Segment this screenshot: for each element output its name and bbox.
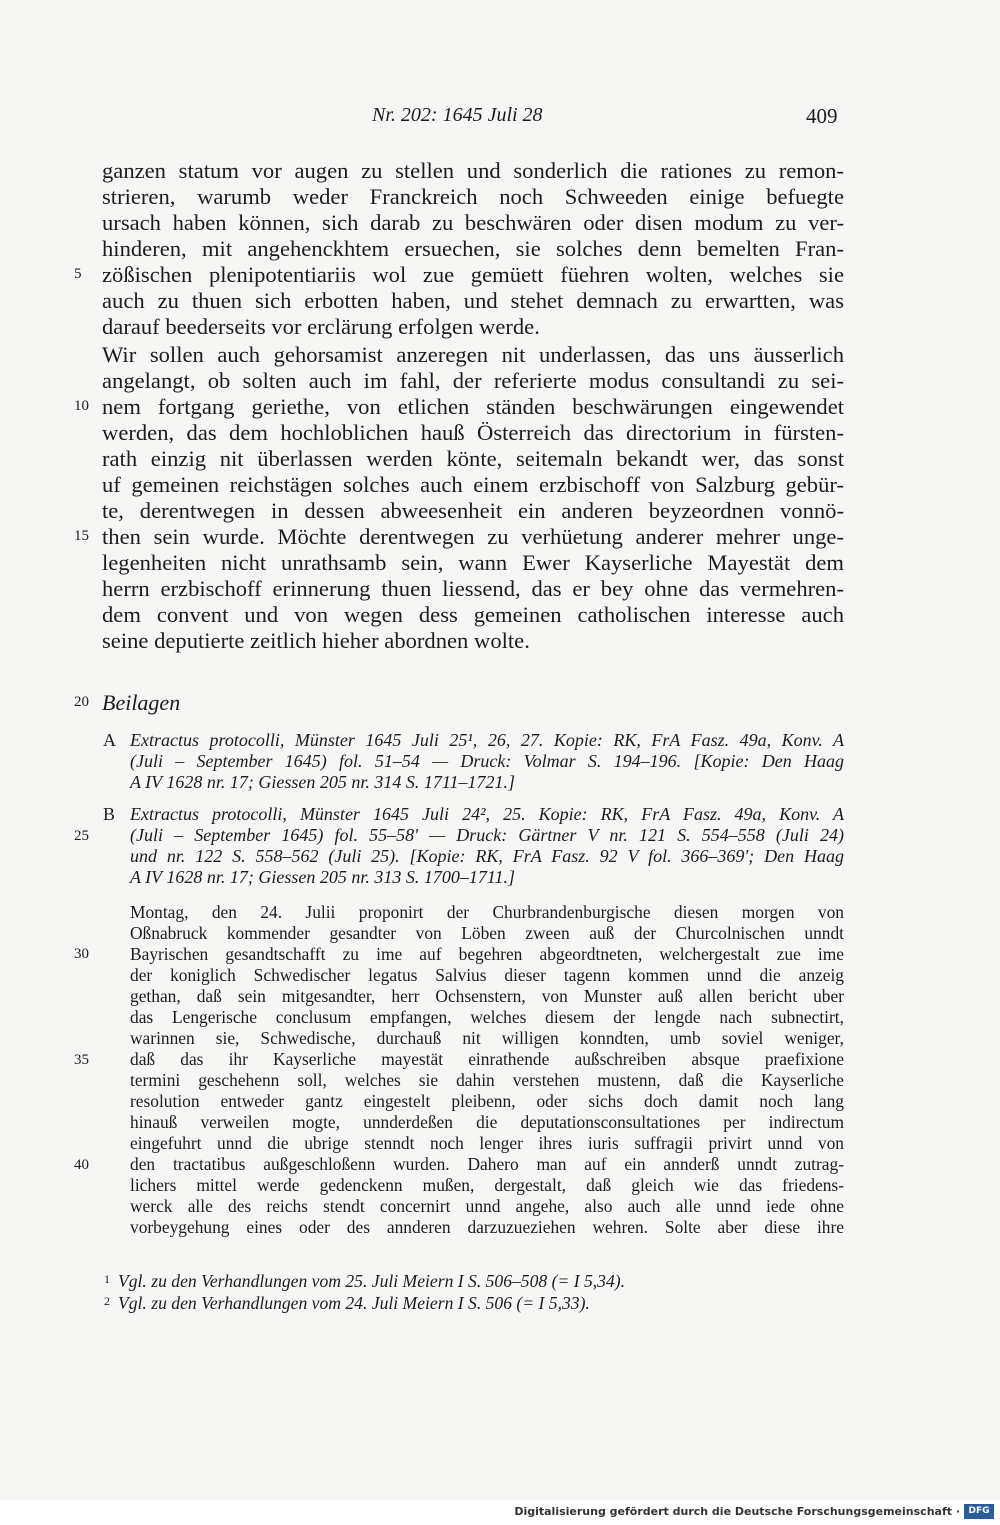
body-line: seine deputierte zeitlich hieher abordnen wolte.: [102, 628, 530, 653]
footnote: [104, 1268, 625, 1292]
protocol-line: resolution entweder gantz eingestelt pleibenn, oder sichs doch damit noch lang: [130, 1091, 844, 1111]
body-line: dem convent und von wegen dess gemeinen catholischen interesse auch: [102, 602, 844, 627]
body-line: strieren, warumb weder Franckreich noch Schweeden einige befuegte: [102, 184, 844, 209]
beilagen-heading: Beilagen: [102, 690, 181, 715]
line-number: 40: [74, 1157, 89, 1173]
line-number: 25: [74, 828, 89, 844]
page-number: 409: [806, 104, 838, 128]
entry-line: Extractus protocolli, Münster 1645 Juli 25¹, 26, 27. Kopie: RK, FrA Fasz. 49a, Konv. A: [130, 730, 844, 750]
protocol-line: der koniglich Schwedischer legatus Salvius dieser tagenn kommen unnd die anzeig: [130, 965, 844, 985]
entry-line: A IV 1628 nr. 17; Giessen 205 nr. 314 S. 1711–1721.]: [130, 772, 516, 792]
protocol-line: lichers mittel werde gedenckenn mußen, dergestalt, daß gleich wie das friedens-: [130, 1175, 844, 1195]
body-line: auch zu thuen sich erbotten haben, und stehet demnach zu erwartten, was: [102, 288, 844, 313]
line-number: 10: [74, 398, 89, 414]
body-line: werden, das dem hochloblichen hauß Österreich das directorium in fürsten-: [102, 420, 844, 445]
protocol-line: den tractatibus außgeschloßenn wurden. Dahero man auf ein annderß unndt zutrag-: [130, 1154, 844, 1174]
page-header: [0, 104, 1000, 134]
protocol-line: Montag, den 24. Julii proponirt der Churbrandenburgische diesen morgen von: [130, 902, 844, 922]
body-line: hinderen, mit angehenckhtem ersuechen, sie solches denn bemelten Fran-: [102, 236, 844, 261]
body-line: nem fortgang geriethe, von etlichen ständen beschwärungen eingewendet: [102, 394, 844, 419]
body-line: legenheiten nicht unrathsamb sein, wann Ewer Kayserliche Mayestät dem: [102, 550, 844, 575]
entry-line: A IV 1628 nr. 17; Giessen 205 nr. 313 S. 1700–1711.]: [130, 867, 516, 887]
protocol-line: werck alle des reichs stendt concernirt unnd angehe, also auch alle unnd iede ohne: [130, 1196, 844, 1216]
footnote-mark: 1: [104, 1272, 110, 1286]
digitization-footer: [0, 1500, 1000, 1525]
footer-text: Digitalisierung gefördert durch die Deutsche Forschungsgemeinschaft ·: [514, 1505, 960, 1518]
entry-letter: A: [103, 730, 116, 750]
body-line: ganzen statum vor augen zu stellen und sonderlich die rationes zu remon-: [102, 158, 844, 183]
protocol-line: das Lengerische conclusum empfangen, welches diesem der lengde nach subnectirt,: [130, 1007, 844, 1027]
running-head: Nr. 202: 1645 Juli 28: [372, 104, 543, 126]
protocol-line: gethan, daß sein mitgesandter, herr Ochsenstern, von Munster auß allen bericht uber: [130, 986, 844, 1006]
protocol-line: daß das ihr Kayserliche mayestät einrathende außschreiben absque praefixione: [130, 1049, 844, 1069]
protocol-line: eingefuhrt unnd die ubrige stenndt noch lenger ihres iuris suffragii privirt unnd von: [130, 1133, 844, 1153]
line-number: 30: [74, 946, 89, 962]
protocol-line: Oßnabruck kommender gesandter von Löben zween auß der Churcolnischen unndt: [130, 923, 844, 943]
entry-line: und nr. 122 S. 558–562 (Juli 25). [Kopie: RK, FrA Fasz. 92 V fol. 366–369'; Den Haag: [130, 846, 844, 866]
body-line: rath einzig nit überlassen werden könte, seitemaln bekandt wer, das sonst: [102, 446, 844, 471]
entry-line: Extractus protocolli, Münster 1645 Juli 24², 25. Kopie: RK, FrA Fasz. 49a, Konv. A: [130, 804, 844, 824]
body-line: te, derentwegen in dessen abweesenheit ein anderen beyzeordnen vonnö-: [102, 498, 844, 523]
protocol-line: hinauß verweilen mogte, unnderdeßen die deputationsconsultationes per indirectum: [130, 1112, 844, 1132]
body-line: Wir sollen auch gehorsamist anzeregen nit underlassen, das uns äusserlich: [102, 342, 844, 367]
protocol-line: Bayrischen gesandtschafft zu ime auf begehren abgeordtneten, welchergestalt zue ime: [130, 944, 844, 964]
footnote-mark: 2: [104, 1294, 110, 1308]
footnote: [104, 1290, 590, 1314]
body-line: then sein wurde. Möchte derentwegen zu verhüetung anderer mehrer unge-: [102, 524, 844, 549]
entry-letter: B: [103, 804, 116, 824]
line-number: 35: [74, 1052, 89, 1068]
line-number: 15: [74, 528, 89, 544]
footnote-text: Vgl. zu den Verhandlungen vom 24. Juli Meiern I S. 506 (= I 5,33).: [118, 1293, 590, 1313]
body-line: uf gemeinen reichstägen solches auch einem erzbischoff von Salzburg gebür-: [102, 472, 844, 497]
dfg-logo-icon: DFG: [964, 1504, 994, 1519]
protocol-line: vorbeygehung eines oder des annderen darzuzueziehen wehren. Solte aber diese ihre: [130, 1217, 844, 1237]
line-number: 5: [74, 266, 82, 282]
body-line: herrn erzbischoff erinnerung thuen liessend, das er bey ohne das vermehren-: [102, 576, 844, 601]
protocol-line: termini geschehenn soll, welches sie dahin verstehen mustenn, daß die Kayserliche: [130, 1070, 844, 1090]
body-line: zößischen plenipotentiariis wol zue gemüett füehren wolten, welches sie: [102, 262, 844, 287]
body-line: angelangt, ob solten auch im fahl, der referierte modus consultandi zu sei-: [102, 368, 844, 393]
entry-line: (Juli – September 1645) fol. 55–58' — Druck: Gärtner V nr. 121 S. 554–558 (Juli 24): [130, 825, 844, 845]
body-line: darauf beederseits vor erclärung erfolgen werde.: [102, 314, 540, 339]
footnote-text: Vgl. zu den Verhandlungen vom 25. Juli Meiern I S. 506–508 (= I 5,34).: [118, 1271, 626, 1291]
body-line: ursach haben können, sich darab zu beschwären oder disen modum zu ver-: [102, 210, 844, 235]
protocol-line: warinnen sie, Schwedische, durchauß nit willigen konndten, umb soviel weniger,: [130, 1028, 844, 1048]
entry-line: (Juli – September 1645) fol. 51–54 — Druck: Volmar S. 194–196. [Kopie: Den Haag: [130, 751, 844, 771]
line-number: 20: [74, 694, 89, 710]
